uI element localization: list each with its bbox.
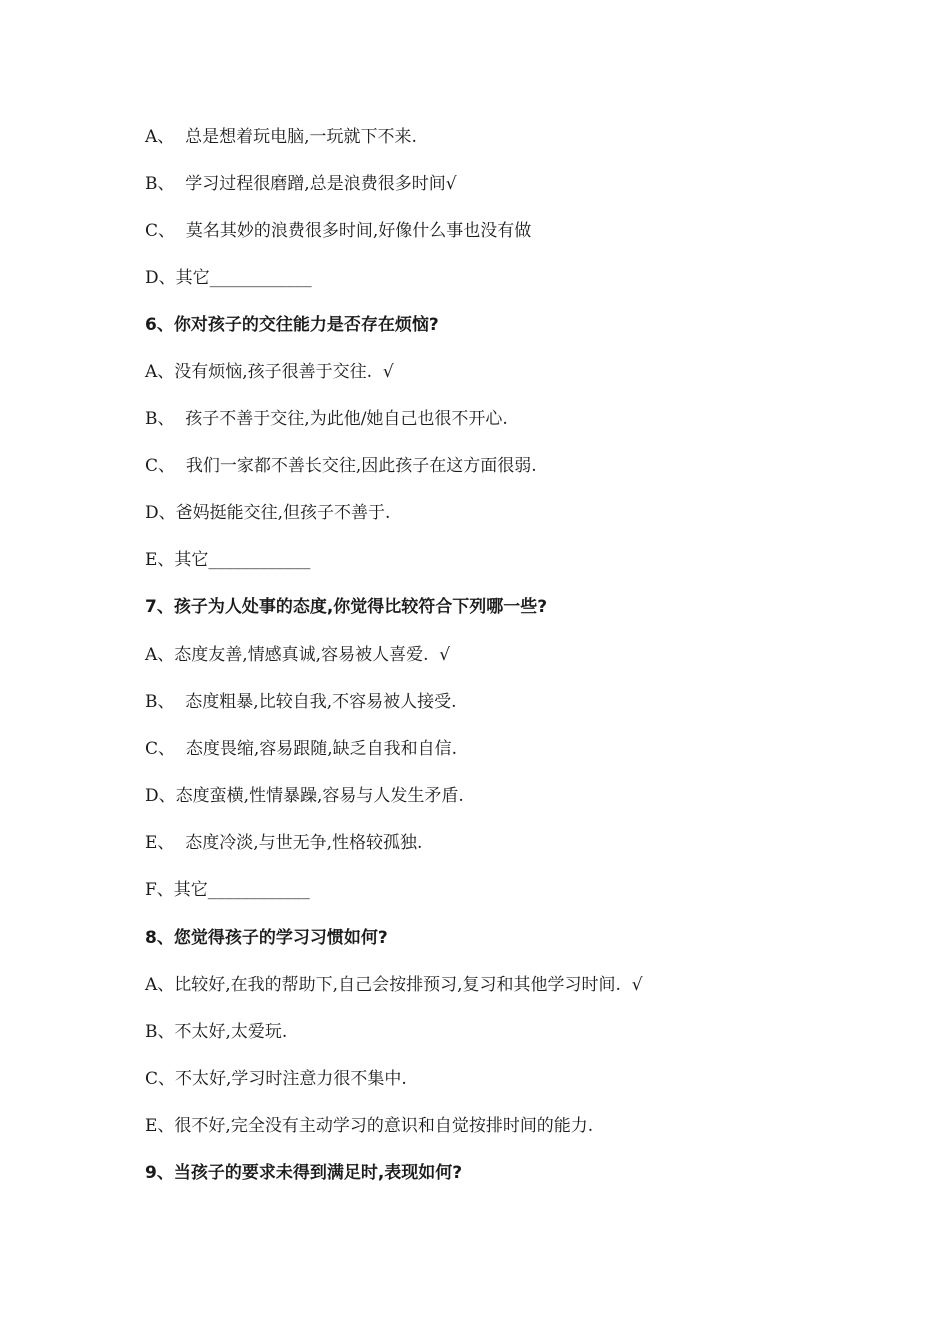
option-line: C、 态度畏缩,容易跟随,缺乏自我和自信. <box>145 739 458 759</box>
option-line: E、 态度冷淡,与世无争,性格较孤独. <box>145 833 423 853</box>
option-line: C、 莫名其妙的浪费很多时间,好像什么事也没有做 <box>145 221 532 241</box>
option-line: A、没有烦恼,孩子很善于交往. √ <box>145 362 394 382</box>
option-line: A、比较好,在我的帮助下,自己会按排预习,复习和其他学习时间. √ <box>145 975 643 995</box>
option-line: C、 我们一家都不善长交往,因此孩子在这方面很弱. <box>145 456 537 476</box>
option-line: E、其它____________ <box>145 550 311 570</box>
question-heading: 6、你对孩子的交往能力是否存在烦恼? <box>145 315 439 335</box>
question-heading: 9、当孩子的要求未得到满足时,表现如何? <box>145 1163 463 1183</box>
option-line: B、 态度粗暴,比较自我,不容易被人接受. <box>145 692 457 712</box>
option-line: D、其它____________ <box>145 268 312 288</box>
option-line: A、 总是想着玩电脑,一玩就下不来. <box>145 127 417 147</box>
option-line: B、 学习过程很磨蹭,总是浪费很多时间√ <box>145 174 457 194</box>
option-line: B、 孩子不善于交往,为此他/她自己也很不开心. <box>145 409 508 429</box>
option-line: A、态度友善,情感真诚,容易被人喜爱. √ <box>145 645 451 665</box>
option-line: D、态度蛮横,性情暴躁,容易与人发生矛盾. <box>145 786 464 806</box>
option-line: F、其它____________ <box>145 880 310 900</box>
option-line: C、不太好,学习时注意力很不集中. <box>145 1069 407 1089</box>
option-line: B、不太好,太爱玩. <box>145 1022 288 1042</box>
option-line: E、很不好,完全没有主动学习的意识和自觉按排时间的能力. <box>145 1116 594 1136</box>
option-line: D、爸妈挺能交往,但孩子不善于. <box>145 503 391 523</box>
question-heading: 8、您觉得孩子的学习习惯如何? <box>145 928 388 948</box>
question-heading: 7、孩子为人处事的态度,你觉得比较符合下列哪一些? <box>145 597 548 617</box>
